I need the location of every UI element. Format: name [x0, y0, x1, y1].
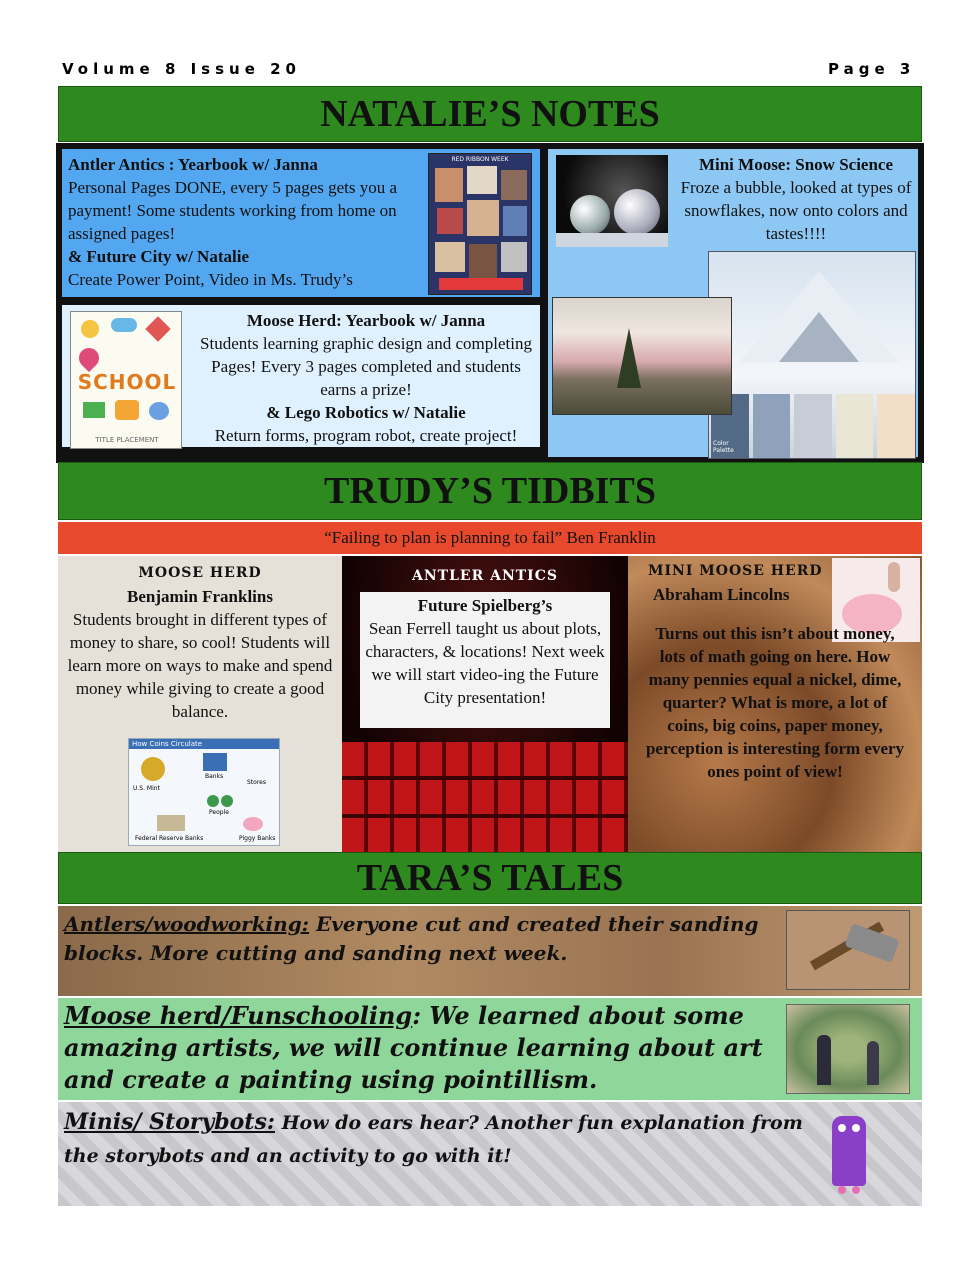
pink-snow-image [552, 297, 732, 415]
antler-antics-body: Personal Pages DONE, every 5 pages gets you a payment! Some students working from home on assigned pages! [68, 178, 398, 243]
antlers-woodworking-text: Everyone cut and created their sanding blocks. More cutting and sanding next week. [64, 912, 759, 965]
theater-seats-image [342, 742, 628, 852]
future-spielbergs-body: Sean Ferrell taught us about plots, characters, & locations! Next week we will start video-ing the Future City presentation! [365, 619, 605, 707]
trudys-tidbits-banner [58, 462, 922, 520]
future-spielbergs-heading: Future Spielberg’s [417, 596, 553, 615]
palette-swatch-5 [877, 394, 915, 458]
taras-tales-title: TARA’S TALES [356, 857, 624, 899]
yearbook-image-caption: RED RIBBON WEEK [451, 156, 509, 163]
page-number: Page 3 [828, 60, 916, 78]
natalies-notes-title: NATALIE’S NOTES [320, 93, 660, 135]
minis-storybots-label: Minis/ Storybots: [64, 1109, 275, 1135]
natalie-section [56, 143, 924, 463]
palette-label: Color Palette [713, 440, 734, 454]
woodworking-tools-image [786, 910, 910, 990]
lego-robotics-body: Return forms, program robot, create project! [214, 426, 518, 445]
movie-screen [360, 592, 610, 728]
quote-bar [58, 522, 922, 554]
tara-antlers-row [58, 906, 922, 996]
yearbook-page-image [428, 153, 532, 295]
antler-antics-label: ANTLER ANTICS [412, 568, 558, 584]
moose-herd-funschooling-text: : We learned about some amazing artists, we will continue learning about art and create a painting using pointillism. [64, 1001, 763, 1094]
trudy-mini-moose-column [628, 556, 922, 852]
antler-antics-box [60, 147, 542, 299]
palette-swatch-4 [836, 394, 874, 458]
taras-tales-banner [58, 852, 922, 904]
snowy-mountain-image [708, 251, 916, 459]
tara-minis-row [58, 1102, 922, 1206]
school-word: SCHOOL [77, 370, 177, 394]
coins-diagram-title: How Coins Circulate [129, 739, 279, 749]
trudys-tidbits-title: TRUDY’S TIDBITS [324, 470, 656, 512]
benjamin-franklins-heading: Benjamin Franklins [127, 587, 273, 606]
diagram-fed: Federal Reserve Banks [135, 835, 204, 842]
moose-herd-body: Students learning graphic design and completing Pages! Every 3 pages completed and students earns a prize! [200, 334, 532, 399]
frozen-bubble-image [556, 155, 668, 247]
lego-robotics-heading: & Lego Robotics w/ Natalie [266, 403, 466, 422]
diagram-people: People [209, 809, 229, 816]
ben-franklin-quote: “Failing to plan is planning to fail” Ben Franklin [324, 528, 656, 547]
mini-moose-herd-label: MINI MOOSE HERD [648, 563, 823, 579]
diagram-banks: Banks [205, 773, 224, 780]
moose-herd-funschooling-label: Moose herd/Funschooling [64, 1001, 413, 1030]
palette-swatch-3 [794, 394, 832, 458]
trudy-antler-antics-column [342, 556, 628, 852]
diagram-piggy: Piggy Banks [239, 835, 276, 842]
diagram-stores: Stores [247, 779, 266, 786]
moose-herd-heading: Moose Herd: Yearbook w/ Janna [246, 311, 486, 330]
abraham-lincolns-body: Turns out this isn’t about money, lots of math going on here. How many pennies equal a nickel, dime, quarter? What is more, a lot of coins, big coins, paper money, perception is interesting form every ones point of view! [645, 624, 905, 781]
future-city-heading: & Future City w/ Natalie [68, 247, 249, 266]
antlers-woodworking-label: Antlers/woodworking: [64, 912, 310, 936]
trudy-moose-herd-column [58, 556, 342, 852]
color-palette-swatches [709, 392, 916, 459]
future-city-body: Create Power Point, Video in Ms. Trudy’s [68, 270, 353, 289]
abraham-lincolns-heading: Abraham Lincolns [653, 585, 790, 604]
moose-herd-label: MOOSE HERD [138, 565, 262, 581]
school-doodle-image [70, 311, 182, 449]
minis-storybots-text: How do ears hear? Another fun explanation from the storybots and an activity to go with it! [64, 1112, 803, 1167]
mini-moose-box [546, 147, 920, 459]
storybot-character-image [830, 1108, 870, 1194]
mini-moose-body: Froze a bubble, looked at types of snowflakes, now onto colors and tastes!!!! [680, 178, 912, 243]
benjamin-franklins-body: Students brought in different types of money to share, so cool! Students will learn more on ways to make and spend money while giving to create a good balance. [67, 610, 333, 721]
moose-herd-box [60, 303, 542, 449]
mini-moose-heading: Mini Moose: Snow Science [698, 155, 894, 174]
diagram-mint: U.S. Mint [133, 785, 160, 792]
school-image-caption: TITLE PLACEMENT [95, 436, 159, 444]
antler-antics-heading: Antler Antics : Yearbook w/ Janna [68, 155, 318, 174]
tara-moose-herd-row [58, 998, 922, 1100]
coins-circulate-diagram [128, 738, 280, 846]
volume-issue: Volume 8 Issue 20 [62, 60, 301, 78]
natalies-notes-banner [58, 86, 922, 142]
palette-swatch-2 [753, 394, 791, 458]
pointillism-painting-image [786, 1004, 910, 1094]
